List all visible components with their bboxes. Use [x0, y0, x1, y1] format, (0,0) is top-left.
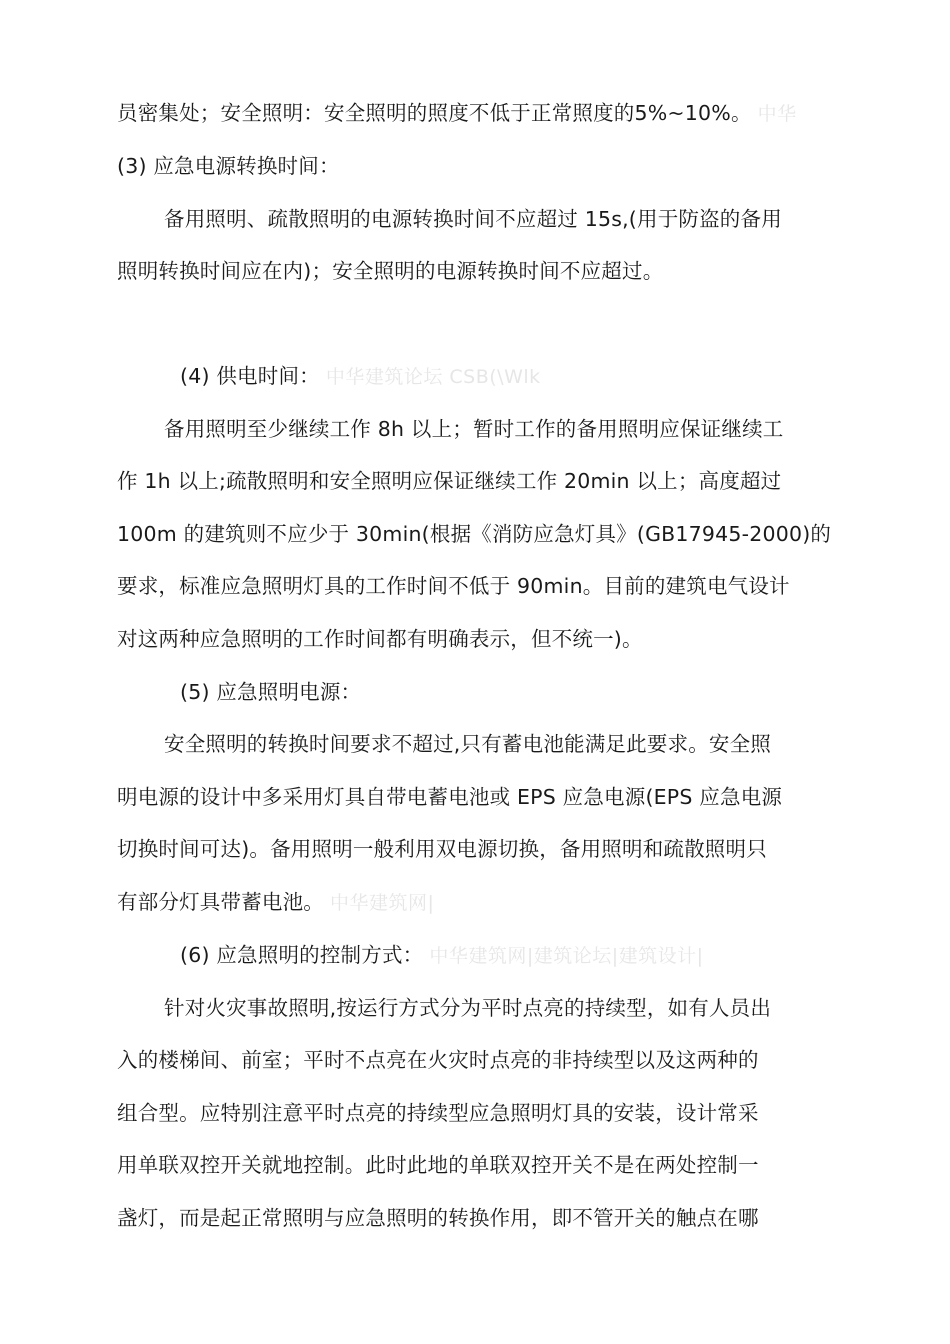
text-line-10: [117, 626, 837, 652]
text-line-3: [164, 206, 837, 232]
line-text: 盏灯，而是起正常照明与应急照明的转换作用，即不管开关的触点在哪: [117, 1206, 759, 1230]
section-heading-5: [180, 679, 900, 705]
line-text: 对这两种应急照明的工作时间都有明确表示，但不统一)。: [117, 627, 643, 651]
line-text: (6) 应急照明的控制方式：: [180, 943, 424, 967]
text-line-1: [117, 100, 837, 127]
line-text: 明电源的设计中多采用灯具自带电蓄电池或 EPS 应急电源(EPS 应急电源: [117, 785, 783, 809]
watermark-text: 中华: [757, 103, 797, 125]
watermark-text: 中华建筑网|: [330, 892, 435, 914]
line-text: 备用照明至少继续工作 8h 以上；暂时工作的备用照明应保证继续工: [164, 417, 784, 441]
text-line-17: [164, 995, 837, 1021]
line-text: 100m 的建筑则不应少于 30min(根据《消防应急灯具》(GB17945-2000)的: [117, 522, 832, 546]
text-line-13: [117, 784, 837, 810]
section-heading-4: [180, 363, 900, 390]
text-line-4: [117, 258, 837, 284]
line-text: 备用照明、疏散照明的电源转换时间不应超过 15s,(用于防盗的备用: [164, 207, 782, 231]
text-line-21: [117, 1205, 837, 1231]
line-text: 照明转换时间应在内)；安全照明的电源转换时间不应超过。: [117, 259, 664, 283]
section-heading-3: [117, 153, 837, 179]
line-text: 要求，标准应急照明灯具的工作时间不低于 90min。目前的建筑电气设计: [117, 574, 790, 598]
section-heading-6: [180, 942, 900, 969]
line-text: (3) 应急电源转换时间：: [117, 154, 340, 178]
line-text: 有部分灯具带蓄电池。: [117, 890, 324, 914]
line-text: 员密集处；安全照明：安全照明的照度不低于正常照度的5%~10%。: [117, 101, 752, 125]
text-line-19: [117, 1100, 837, 1126]
line-text: (4) 供电时间：: [180, 364, 320, 388]
line-text: 用单联双控开关就地控制。此时此地的单联双控开关不是在两处控制一: [117, 1153, 759, 1177]
text-line-18: [117, 1047, 837, 1073]
line-text: 切换时间可达)。备用照明一般利用双电源切换，备用照明和疏散照明只: [117, 837, 767, 861]
line-text: 组合型。应特别注意平时点亮的持续型应急照明灯具的安装，设计常采: [117, 1101, 759, 1125]
text-line-14: [117, 836, 837, 862]
text-line-8: [117, 521, 837, 547]
text-line-9: [117, 573, 837, 599]
text-line-6: [164, 416, 837, 442]
line-text: 安全照明的转换时间要求不超过,只有蓄电池能满足此要求。安全照: [164, 732, 772, 756]
watermark-text: 中华建筑论坛 CSB(\Wlk: [325, 366, 541, 388]
watermark-text: 中华建筑网|建筑论坛|建筑设计|: [429, 945, 704, 967]
line-text: 入的楼梯间、前室；平时不点亮在火灾时点亮的非持续型以及这两种的: [117, 1048, 759, 1072]
text-line-15: [117, 889, 837, 916]
text-line-12: [164, 731, 837, 757]
line-text: (5) 应急照明电源：: [180, 680, 362, 704]
line-text: 作 1h 以上;疏散照明和安全照明应保证继续工作 20min 以上；高度超过: [117, 469, 782, 493]
text-line-20: [117, 1152, 837, 1178]
text-line-7: [117, 468, 837, 494]
line-text: 针对火灾事故照明,按运行方式分为平时点亮的持续型，如有人员出: [164, 996, 772, 1020]
